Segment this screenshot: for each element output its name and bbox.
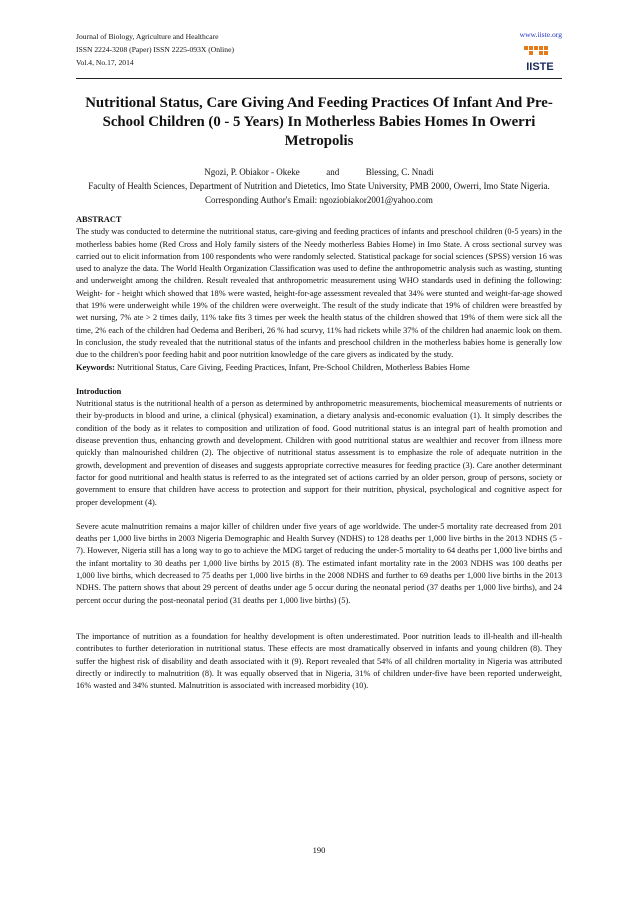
keywords-label: Keywords: — [76, 362, 115, 372]
journal-header — [76, 30, 234, 69]
introduction-heading: Introduction — [76, 386, 122, 396]
keywords-line — [76, 362, 562, 374]
intro-paragraph-1: Nutritional status is the nutritional health of a person as determined by anthropometric measurements, biochemical measurements of nutrients or their by-products in blood and urine, a clinical (physical) examination, a dietary analysis and-economic evaluation (1). It simply describes the condition of the body as it relates to composition and utilization of food. Good nutritional status is an integral part of health promotion and disease prevention thus, enhancing growth and development. Children with good nutritional status are wealthier and recover from illness more quickly than malnourished children (2). The objective of nutritional status assessment is to emphasize the role of adequate nutrition in the growth, development and prevention of diseases and suggests appropriate corrective measures for feeding practice (3). Care another determinant factor for good nutritional and health status is referred to as the integrated set of actions carried by an older person, group of persons, society or government to ensure that children have access to protection and support for their nutrition, physical, psychological and cognitive aspect for proper development (4). — [76, 399, 562, 507]
page-number: 190 — [312, 845, 326, 855]
header-rule — [76, 78, 562, 79]
iiste-logo — [522, 43, 558, 73]
svg-text:IISTE: IISTE — [526, 61, 554, 73]
intro-paragraph-3: The importance of nutrition as a foundation for healthy development is often underestimated. Poor nutrition leads to ill-health and ill-health contributes to further deterioration in nutritional status. These effects are most dramatically observed in infants and young children (8). They suffer the highest risk of disability and death associated with it (9). Report revealed that 54% of all children mortality in Nigeria was attributed directly or indirectly to malnutrition (8). It was equally observed that in Nigeria, 31% of children under-five have been reported underweight, 16% wasted and 34% stunted. Malnutrition is associated with increased morbidity (10). — [76, 631, 562, 691]
author-conjunction: and — [326, 167, 340, 177]
paper-body — [76, 214, 562, 692]
abstract-heading: ABSTRACT — [76, 215, 122, 224]
journal-volume: Vol.4, No.17, 2014 — [76, 58, 134, 67]
journal-name: Journal of Biology, Agriculture and Healthcare — [76, 32, 219, 41]
abstract-text: The study was conducted to determine the nutritional status, care-giving and feeding practices of infants and preschool children (0-5 years) in the motherless babies home (Red Cross and Holy family sisters of the Needy motherless Babies Home) in Imo State. A cross sectional survey was carried out to elicit information from 100 respondents who were randomly selected. Statistical package for social sciences (SPSS) version 16 was used to analyze the data. The World Health Organization Classification was used to define the anthropometric analysis such as wasting, stunting and underweight among the children. Result revealed that anthropometric measurement using WHO standards used in defining the following: Weight- for - height which showed that 18% were wasted, height-for-age assessment revealed that 34% were stunted and weight-far-age showed that 19% were underweight while 19% of the children were overweight. The result of the study indicate that 19% of children were breastfed by wet nursing, 7% ate > 2 times daily, 11% take fits 3 times per week the health status of the children showed that 19% of them were sick all the time, 2% each of the children had Oedema and Beriberi, 26 % had scurvy, 11% had rickets while 37% of the children had anaemic look on them. In conclusion, the study revealed that the nutritional status of the infants and preschool children in the motherless babies home is generally low due to the children's poor feeding habit and poor nutrition knowledge of the care givers as indicated by the study. — [76, 227, 562, 360]
author-1: Ngozi, P. Obiakor - Okeke — [204, 167, 300, 177]
website-link[interactable]: www.iiste.org — [519, 30, 562, 39]
intro-paragraph-2: Severe acute malnutrition remains a major killer of children under five years of age worldwide. The under-5 mortality rate decreased from 201 deaths per 1,000 live births in 2003 Nigeria Demographic and Health Survey (NDHS) to 128 deaths per 1,000 live births in the 2013 NDHS (5 - 7). However, Nigeria still has a long way to go to achieve the MDG target of reducing the under-5 mortality to 64 deaths per 1,000 live births and the infant mortality to 30 deaths per 1,000 live births by 2015 (8). The estimated infant mortality rate in the 2003 NDHS was 100 deaths per 1,000 live births, which decreased to 75 deaths per 1,000 live births in the 2008 NDHS and further to 69 deaths per 1,000 live births in the 2013 NDHS. The pattern shows that about 29 percent of deaths under age 5 occur during the neonatal period (37 deaths per 1,000 live births), and 24 percent occur during the post-neonatal period (31 deaths per 1,000 live births) (5). — [76, 521, 562, 605]
affiliation: Faculty of Health Sciences, Department of Nutrition and Dietetics, Imo State University, PMB 2000, Owerri, Imo State Nigeria. — [88, 181, 550, 191]
keywords-text: Nutritional Status, Care Giving, Feeding Practices, Infant, Pre-School Children, Motherless Babies Home — [114, 362, 470, 372]
corresponding-email: Corresponding Author's Email: ngoziobiakor2001@yahoo.com — [205, 195, 433, 205]
journal-issn: ISSN 2224-3208 (Paper) ISSN 2225-093X (Online) — [76, 45, 234, 54]
paper-title: Nutritional Status, Care Giving And Feeding Practices Of Infant And Pre-School Children (0 - 5 Years) In Motherless Babies Homes In Owerri Metropolis — [85, 95, 553, 149]
author-block — [76, 165, 562, 207]
author-2: Blessing, C. Nnadi — [365, 167, 434, 177]
